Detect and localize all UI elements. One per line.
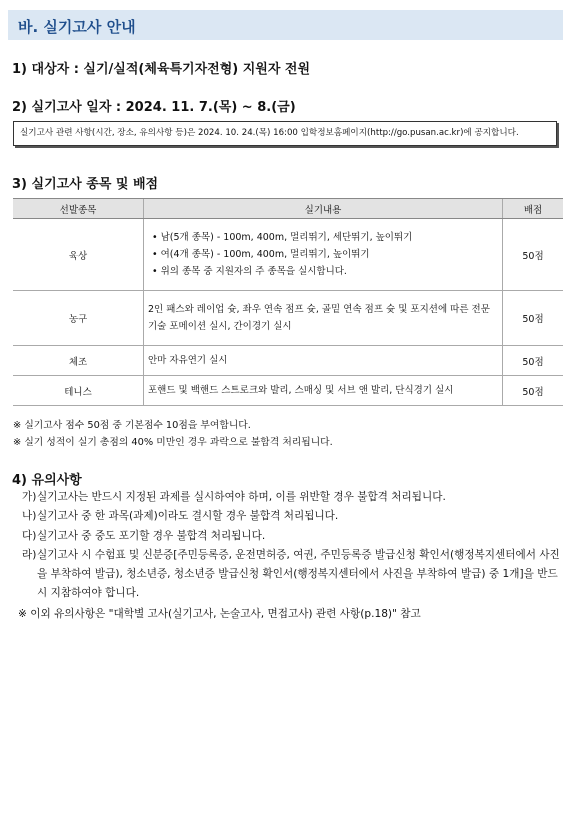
- score-cell: 50점: [503, 376, 564, 406]
- score-cell: 50점: [503, 219, 564, 291]
- caution-label: 다): [22, 530, 37, 542]
- table-row: [13, 291, 563, 346]
- sport-cell: 농구: [13, 291, 144, 346]
- section-header-title: 바. 실기고사 안내: [18, 18, 136, 36]
- content-cell: 2인 패스와 레이업 슛, 좌우 연속 점프 슛, 골밑 연속 점프 슛 및 포지션에 따른 전문기술 포메이션 실시, 간이경기 실시: [144, 291, 503, 346]
- score-cell: 50점: [503, 291, 564, 346]
- caution-item: [22, 507, 562, 526]
- bullet-list: [148, 229, 498, 280]
- sport-cell: 테니스: [13, 376, 144, 406]
- score-cell: 50점: [503, 346, 564, 376]
- caution-label: 가): [22, 491, 37, 503]
- caution-text: 실기고사 시 수험표 및 신분증[주민등록증, 운전면허증, 여권, 주민등록증 발급신청 확인서(행정복지센터에서 사진을 부착하여 발급), 청소년증, 청소년증 발급신청 확인서(행정복지센터에서 사진을 부착하여 발급) 중 1개]을 반드시 지참하여야 합니다.: [37, 549, 560, 599]
- events-table: [13, 198, 563, 406]
- content-cell: 안마 자유연기 실시: [144, 346, 503, 376]
- sport-cell: 육상: [13, 219, 144, 291]
- scoring-note: ※ 실기고사 점수 50점 중 기본점수 10점을 부여합니다.: [13, 420, 251, 431]
- table-row: [13, 219, 563, 291]
- table-row: [13, 376, 563, 406]
- caution-label: 나): [22, 510, 37, 522]
- caution-label: 라): [22, 549, 37, 561]
- section3-title: 3) 실기고사 종목 및 배점: [12, 177, 159, 192]
- caution-item: [22, 546, 562, 603]
- reference-note: ※ 이외 유의사항은 "대학별 고사(실기고사, 논술고사, 면접고사) 관련 사항(p.18)" 참고: [18, 608, 421, 620]
- section2-title: 2) 실기고사 일자 : 2024. 11. 7.(목) ~ 8.(금): [12, 100, 296, 115]
- list-item: • 남(5개 종목) - 100m, 400m, 멀리뛰기, 세단뛰기, 높이뛰기: [152, 229, 498, 246]
- caution-item: [22, 527, 562, 546]
- caution-text: 실기고사는 반드시 지정된 과제를 실시하여야 하며, 이를 위반할 경우 불합격 처리됩니다.: [37, 491, 446, 503]
- table-header-row: [13, 199, 563, 219]
- table-row: [13, 346, 563, 376]
- list-item: • 위의 종목 중 지원자의 주 종목을 실시합니다.: [152, 263, 498, 280]
- exam-notice-box: 실기고사 관련 사항(시간, 장소, 유의사항 등)은 2024. 10. 24.(목) 16:00 입학정보홈페이지(http://go.pusan.ac.kr)에 공지합니다.: [13, 121, 557, 146]
- section1-title: 1) 대상자 : 실기/실적(체육특기자전형) 지원자 전원: [12, 62, 311, 77]
- content-cell: 포핸드 및 백핸드 스트로크와 발리, 스매싱 및 서브 앤 발리, 단식경기 실시: [144, 376, 503, 406]
- caution-text: 실기고사 중 한 과목(과제)이라도 결시할 경우 불합격 처리됩니다.: [37, 510, 339, 522]
- section-header-bar: [8, 10, 563, 40]
- section4-title: 4) 유의사항: [12, 473, 82, 488]
- col-header-sport: 선발종목: [13, 199, 144, 219]
- col-header-score: 배점: [503, 199, 564, 219]
- list-item: • 여(4개 종목) - 100m, 400m, 멀리뛰기, 높이뛰기: [152, 246, 498, 263]
- col-header-content: 실기내용: [144, 199, 503, 219]
- caution-text: 실기고사 중 중도 포기할 경우 불합격 처리됩니다.: [37, 530, 266, 542]
- failing-note: ※ 실기 성적이 실기 총점의 40% 미만인 경우 과락으로 불합격 처리됩니다.: [13, 437, 333, 448]
- content-cell: [144, 219, 503, 291]
- sport-cell: 체조: [13, 346, 144, 376]
- caution-item: [22, 488, 562, 507]
